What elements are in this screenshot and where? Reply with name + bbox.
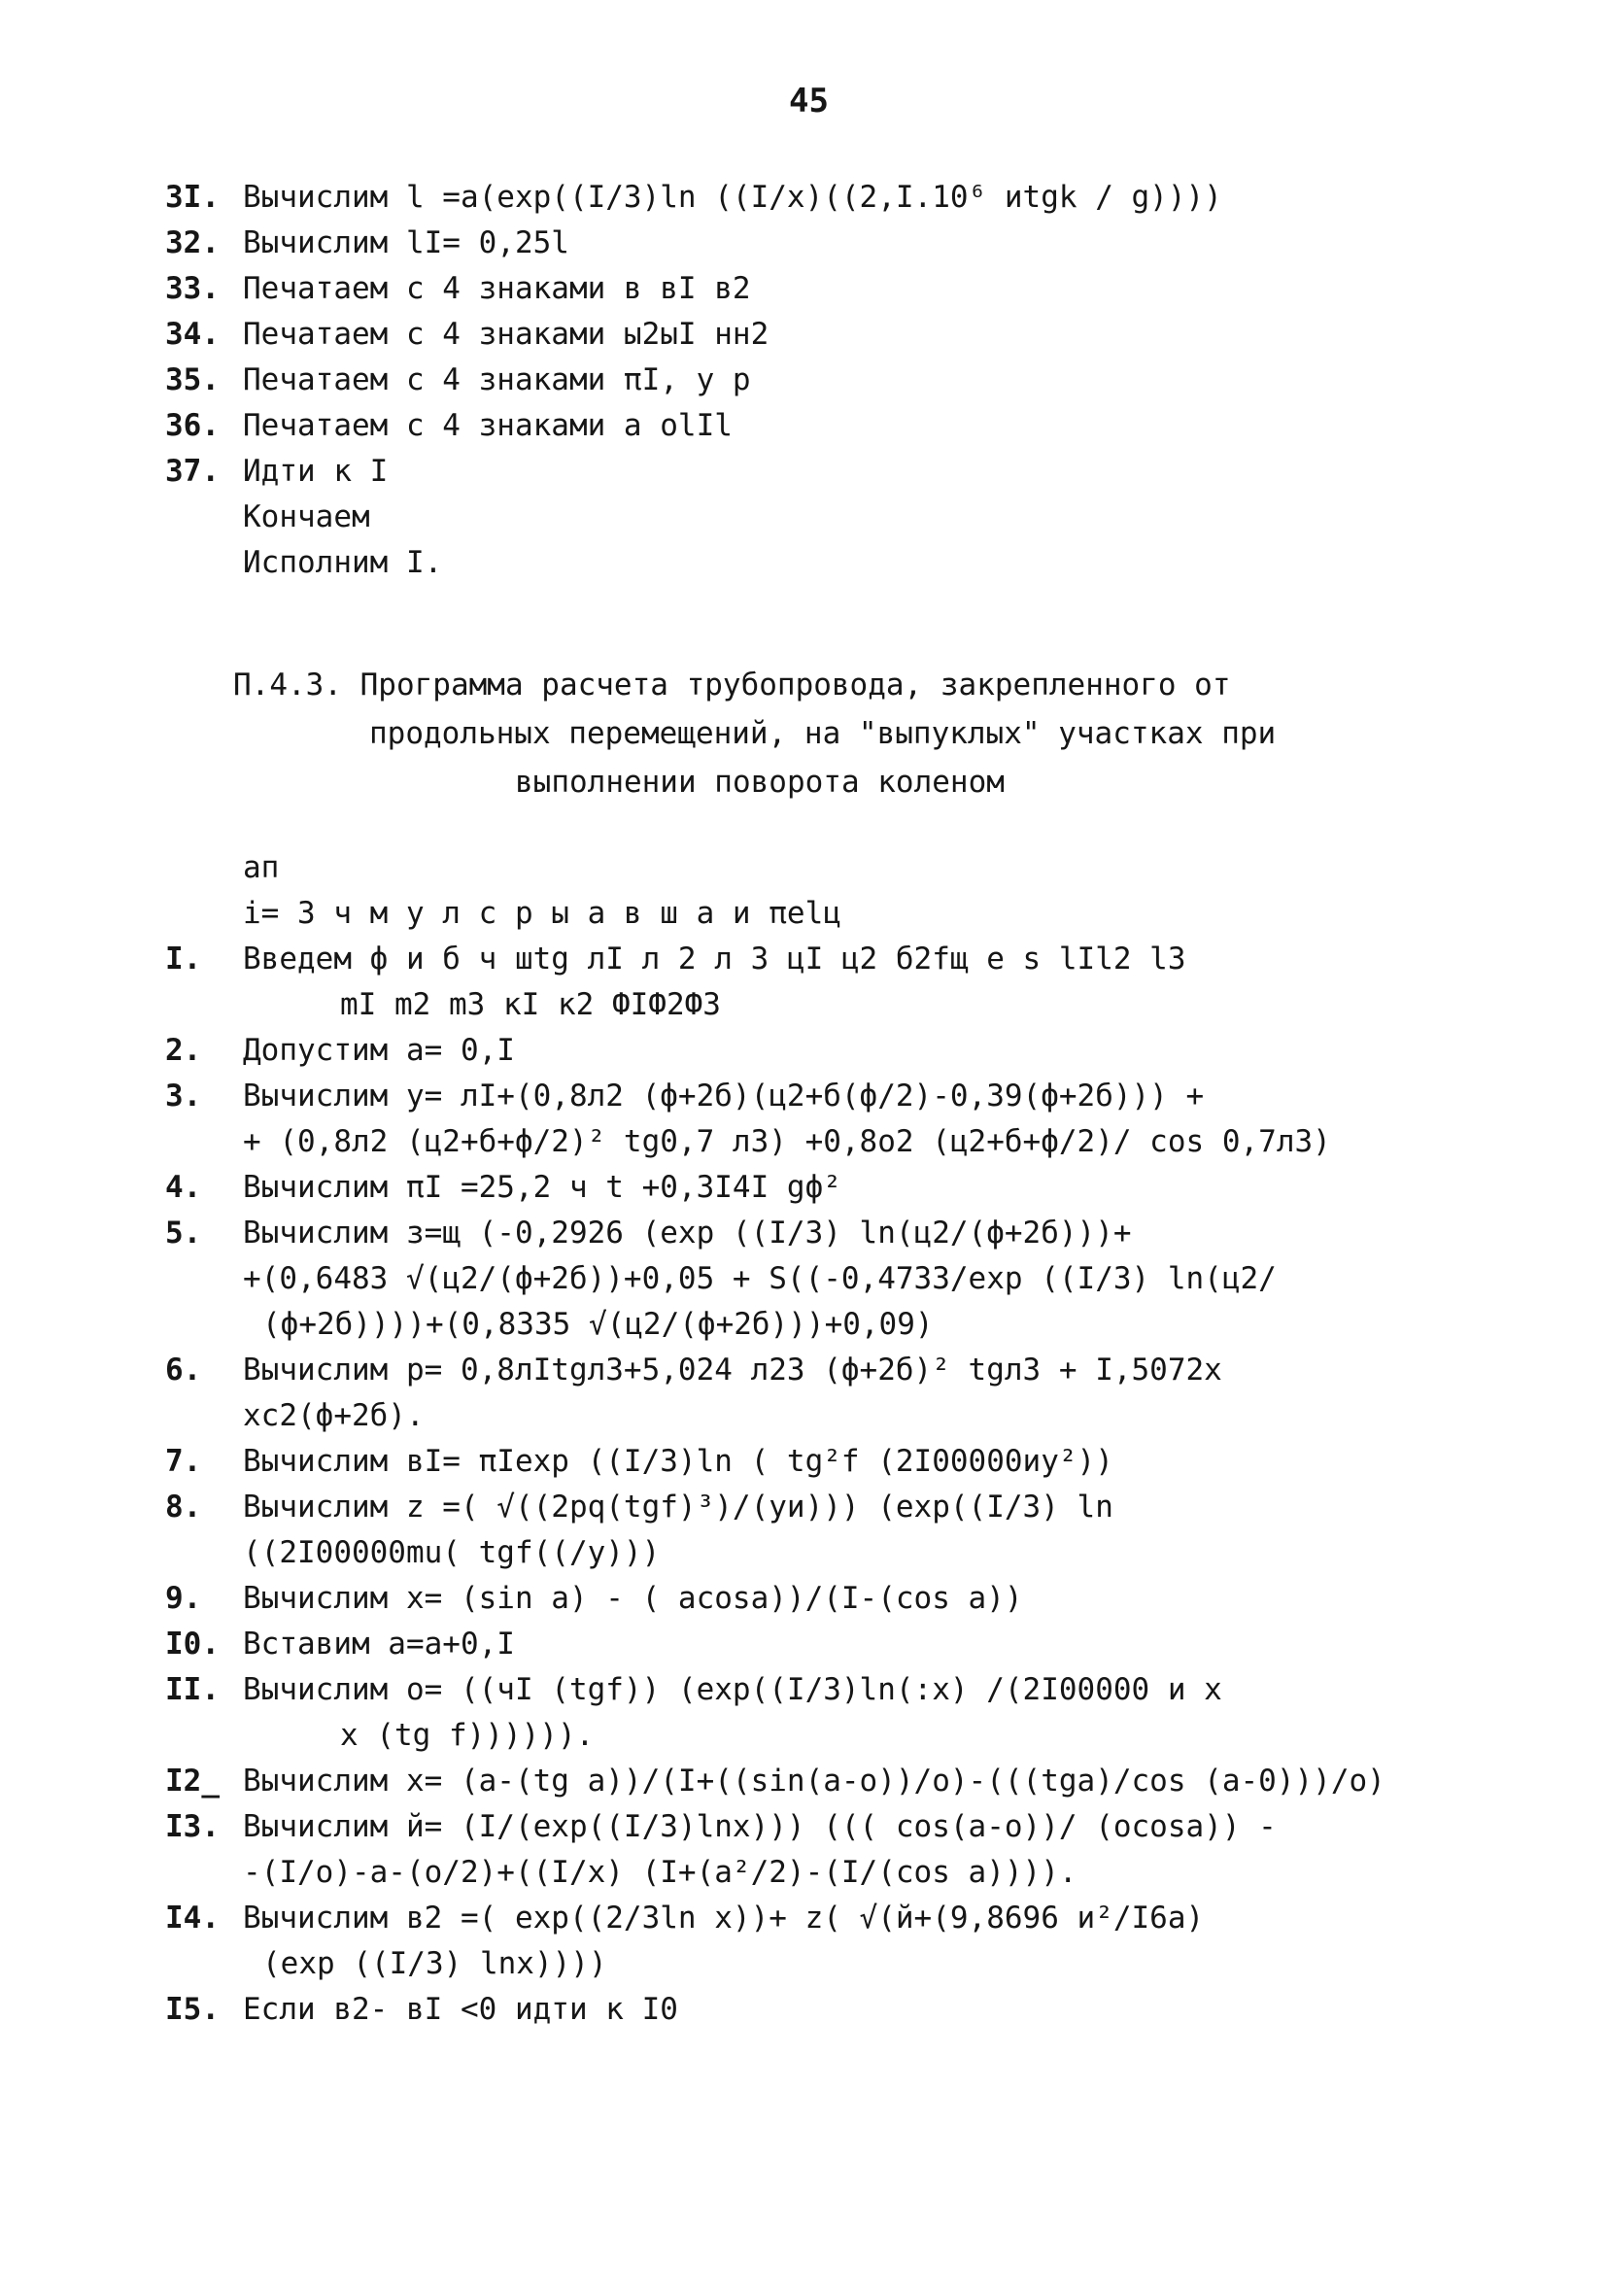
program-line [165,312,1564,358]
line-number: 37. [165,454,220,489]
program-line [165,175,1564,221]
line-text: Введем ф и б ч шtg лI л 2 л 3 цI ц2 б2fщ e s lIl2 l3 [243,942,1186,977]
heading-line-1: П.4.3. Программа расчета трубопровода, закрепленного от [233,668,1231,703]
line-text: -(I/о)-а-(о/2)+((I/х) (I+(а²/2)-(I/(cos а)))). [243,1855,1077,1890]
line-number: II. [165,1672,220,1707]
line-text: +(0,6483 √(ц2/(ф+2б))+0,05 + S((-0,4733/exp ((I/3) ln(ц2/ [243,1261,1277,1296]
line-number: 6. [165,1353,202,1388]
heading-line-2: продольных перемещений, на "выпуклых" участках при [369,716,1277,751]
line-number: 34. [165,317,220,352]
line-number: 8. [165,1490,202,1525]
line-text: Печатаем с 4 знаками в вI в2 [243,271,751,306]
program-line [165,1850,1564,1896]
line-number: I2_ [165,1764,220,1799]
program-line [165,845,1564,891]
program-line [165,540,1564,586]
line-text: хс2(ф+2б). [243,1398,425,1433]
line-text: (ф+2б))))+(0,8335 √(ц2/(ф+2б)))+0,09) [262,1307,934,1342]
program-line [165,1119,1564,1165]
program-line [165,1896,1564,1941]
line-number: 3I. [165,180,220,215]
line-number: I. [165,942,202,977]
program-line [165,266,1564,312]
program-line [165,358,1564,403]
page-number: 45 [789,82,829,120]
line-number: I4. [165,1901,220,1936]
line-number: 7. [165,1444,202,1479]
line-text: mI m2 m3 кI к2 ФIФ2Ф3 [340,987,721,1022]
line-text: Допустим а= 0,I [243,1033,515,1068]
program-line [165,1256,1564,1302]
program-line [165,1074,1564,1119]
line-text: ((2I00000mu( tgf((/y))) [243,1535,661,1570]
line-number: 5. [165,1216,202,1251]
line-text: + (0,8л2 (ц2+б+ф/2)² tg0,7 л3) +0,8о2 (ц2+б+ф/2)/ cos 0,7л3) [243,1124,1331,1159]
program-line [165,221,1564,266]
line-text: Вычислим х= (sin а) - ( аcosа))/(I-(cos а)) [243,1581,1023,1616]
line-text: Вычислим в2 =( exp((2/3ln х))+ z( √(й+(9,8696 и²/I6а) [243,1901,1205,1936]
program-line [165,1576,1564,1622]
program-line [165,1439,1564,1485]
line-text: Если в2- вI <0 идти к I0 [243,1992,678,2027]
line-text: Вычислим о= ((чI (tgf)) (exp((I/3)ln(:х) /(2I00000 и х [243,1672,1222,1707]
line-number: 9. [165,1581,202,1616]
line-text: ап [243,850,280,885]
program-line [165,1348,1564,1393]
line-text: (exp ((I/3) lnх)))) [262,1946,607,1981]
line-text: Вычислим й= (I/(exp((I/3)lnх))) ((( cos(а-о))/ (оcosа)) - [243,1809,1277,1844]
line-number: 35. [165,362,220,397]
program-line [165,1393,1564,1439]
line-text: Печатаем с 4 знаками ы2ыI нн2 [243,317,769,352]
section-heading [233,661,1399,806]
line-text: Вычислим р= 0,8лItgл3+5,024 л23 (ф+2б)² tgл3 + I,5072х [243,1353,1222,1388]
line-text: Вычислим з=щ (-0,2926 (exp ((I/3) ln(ц2/(ф+2б)))+ [243,1216,1132,1251]
line-number: I3. [165,1809,220,1844]
program-line [165,1485,1564,1530]
line-number: 36. [165,408,220,443]
program-line [165,1211,1564,1256]
line-text: х (tg f)))))). [340,1718,595,1753]
line-text: Вычислим z =( √((2pq(tgf)³)/(уи))) (exp((I/3) ln [243,1490,1113,1525]
line-number: 32. [165,225,220,260]
line-text: Вычислим х= (а-(tg а))/(I+((sin(а-о))/о)-(((tgа)/cos (а-0)))/о) [243,1764,1385,1799]
line-text: Идти к I [243,454,389,489]
line-number: 33. [165,271,220,306]
program-line [165,1759,1564,1804]
line-text: Вычислим lI= 0,25l [243,225,569,260]
program-line [165,1941,1564,1987]
heading-line-3: выполнении поворота коленом [515,765,1005,800]
program-line [165,1165,1564,1211]
program-line [165,982,1564,1028]
line-text: Вычислим вI= πIexp ((I/3)ln ( tg²f (2I00000иу²)) [243,1444,1113,1479]
program-line [165,403,1564,449]
line-text: Вычислим πI =25,2 ч t +0,3I4I gф² [243,1170,841,1205]
program-line [165,1028,1564,1074]
program-listing-main [165,845,1564,2033]
program-line [165,449,1564,495]
line-number: 4. [165,1170,202,1205]
line-number: I5. [165,1992,220,2027]
line-text: Вычислим у= лI+(0,8л2 (ф+2б)(ц2+б(ф/2)-0,39(ф+2б))) + [243,1079,1205,1114]
line-number: 2. [165,1033,202,1068]
program-line [165,1302,1564,1348]
program-line [165,1713,1564,1759]
program-line [165,1804,1564,1850]
line-text: i= 3 ч м у л с р ы а в ш а и πelц [243,896,841,931]
line-text: Кончаем [243,499,370,534]
program-line [165,891,1564,937]
program-line [165,1622,1564,1667]
program-line [165,1530,1564,1576]
line-text: Вставим а=а+0,I [243,1627,515,1662]
line-text: Вычислим l =a(exp((I/3)ln ((I/x)((2,I.10⁶ иtgk / g)))) [243,180,1222,215]
line-text: Печатаем с 4 знаками а оlIl [243,408,733,443]
program-listing-top [165,175,1564,586]
program-line [165,1667,1564,1713]
line-number: I0. [165,1627,220,1662]
line-text: Печатаем с 4 знаками πI, у р [243,362,751,397]
program-line [165,1987,1564,2033]
line-number: 3. [165,1079,202,1114]
line-text: Исполним I. [243,545,443,580]
program-line [165,937,1564,982]
program-line [165,495,1564,540]
